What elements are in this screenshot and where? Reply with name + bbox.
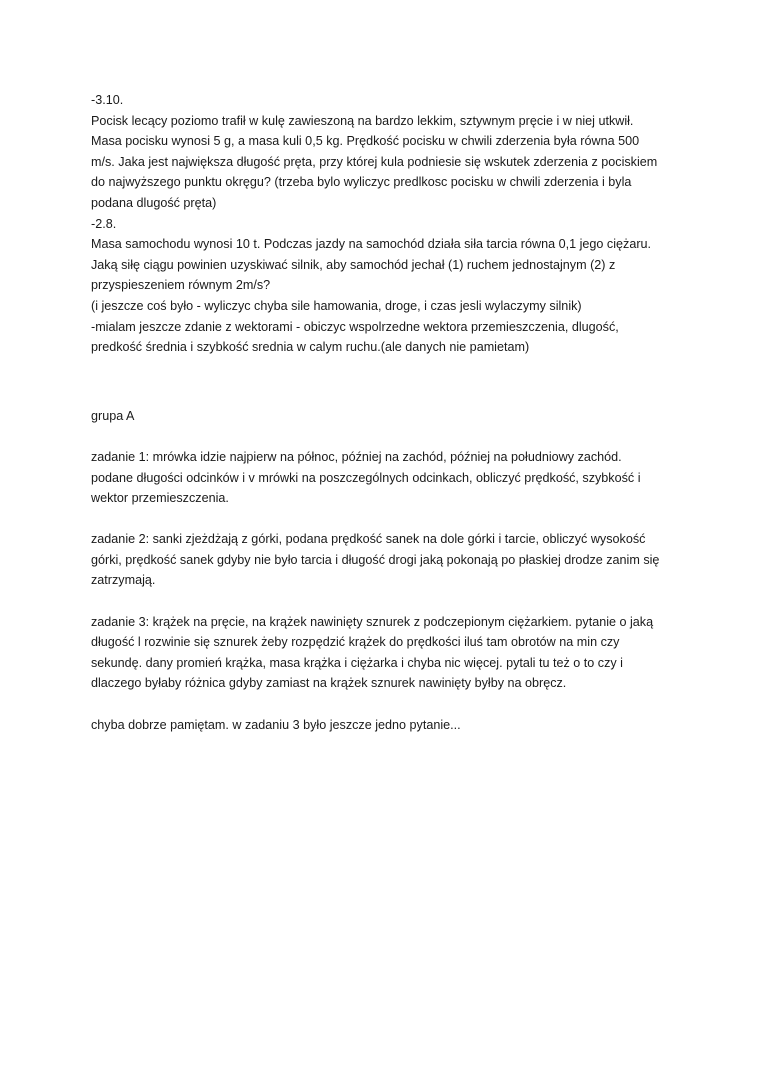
text-line: Jaką siłę ciągu powinien uzyskiwać silnik, aby samochód jechał (1) ruchem jednostajnym (2) z [91,257,616,272]
task-3 [91,612,681,694]
text-line: zatrzymają. [91,573,156,588]
text-line: m/s. Jaka jest największa długość pręta, przy której kula podniesie się wskutek zderzenia z pociskiem [91,154,658,169]
text-line: predkość średnia i szybkość srednia w calym ruchu.(ale danych nie pamietam) [91,340,530,355]
text-line: zadanie 3: krążek na pręcie, na krążek nawinięty sznurek z podczepionym ciężarkiem. pytanie o jaką [91,614,654,629]
section-exam-problems [91,90,681,358]
text-line: długość l rozwinie się sznurek żeby rozpędzić krążek do prędkości iluś tam obrotów na min czy [91,635,620,650]
text-line: -mialam jeszcze zdanie z wektorami - obiczyc wspolrzedne wektora przemieszczenia, dlugość, [91,319,619,334]
text-line: podana dlugość pręta) [91,195,217,210]
task-2 [91,529,681,591]
text-line: wektor przemieszczenia. [91,491,229,506]
text-line: podane długości odcinków i v mrówki na poszczególnych odcinkach, obliczyć prędkość, szybkość i [91,470,641,485]
document-body [91,90,681,735]
group-title: grupa A [91,408,135,423]
text-line: Masa samochodu wynosi 10 t. Podczas jazdy na samochód działa siła tarcia równa 0,1 jego ciężaru. [91,237,652,252]
text-line: sekundę. dany promień krążka, masa krążka i ciężarka i chyba nic więcej. pytali tu też o to czy i [91,655,623,670]
text-line: zadanie 1: mrówka idzie najpierw na północ, później na zachód, później na południowy zachód. [91,449,622,464]
text-line: zadanie 2: sanki zjeżdżają z górki, podana prędkość sanek na dole górki i tarcie, obliczyć wysokość [91,532,646,547]
text-line: Masa pocisku wynosi 5 g, a masa kuli 0,5 kg. Prędkość pocisku w chwili zderzenia była równa 500 [91,134,640,149]
closing-note: chyba dobrze pamiętam. w zadaniu 3 było jeszcze jedno pytanie... [91,717,461,732]
task-1 [91,447,681,509]
text-line: dlaczego byłaby różnica gdyby zamiast na krążek sznurek nawinięty byłby na obręcz. [91,676,567,691]
text-line: przyspieszeniem równym 2m/s? [91,278,271,293]
problem-number: -3.10. [91,93,124,107]
text-line: górki, prędkość sanek gdyby nie było tarcia i długość drogi jaką pokonają po płaskiej drodze zanim się [91,552,660,567]
text-line: do najwyższego punktu okręgu? (trzeba bylo wyliczyc predlkosc pocisku w chwili zderzenia i byla [91,175,632,190]
text-line: Pocisk lecący poziomo trafił w kulę zawieszoną na bardzo lekkim, sztywnym pręcie i w niej utkwił. [91,113,634,128]
text-line: (i jeszcze coś było - wyliczyc chyba sile hamowania, droge, i czas jesli wylaczymy silnik) [91,298,582,313]
problem-number: -2.8. [91,216,117,231]
